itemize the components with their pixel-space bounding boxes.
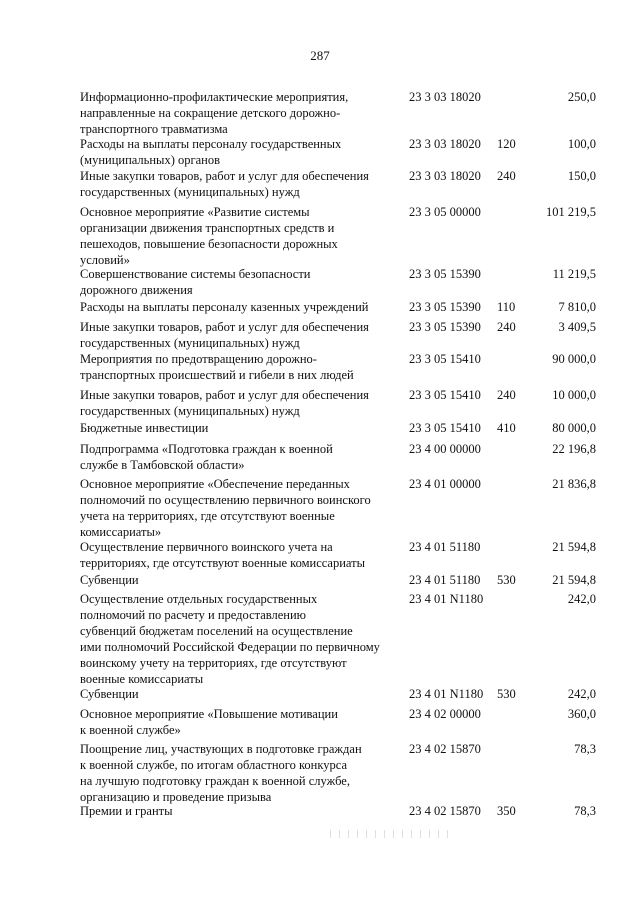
description-line: Иные закупки товаров, работ и услуг для обеспечения: [80, 169, 369, 183]
description-line: условий»: [80, 253, 130, 267]
row-description: [80, 168, 400, 200]
description-line: Иные закупки товаров, работ и услуг для обеспечения: [80, 320, 369, 334]
amount: 21 594,8: [552, 573, 596, 587]
description-line: организации движения транспортных средств и: [80, 221, 335, 235]
target-article-code: 23 4 01 N1180: [409, 687, 484, 701]
row-description: [80, 266, 400, 298]
amount: 10 000,0: [552, 388, 596, 402]
target-article-code: 23 3 03 18020: [409, 90, 481, 104]
target-article-code: 23 4 00 00000: [409, 442, 481, 456]
description-line: субвенций бюджетам поселений на осуществление: [80, 624, 353, 638]
description-line: Поощрение лиц, участвующих в подготовке граждан: [80, 742, 362, 756]
target-article-code: 23 3 05 15410: [409, 421, 481, 435]
amount: 150,0: [567, 169, 596, 183]
target-article-code: 23 4 01 51180: [409, 573, 481, 587]
amount: 80 000,0: [552, 421, 596, 435]
amount: 21 594,8: [552, 540, 596, 554]
description-line: пешеходов, повышение безопасности дорожных: [80, 237, 338, 251]
description-line: полномочий по расчету и предоставлению: [80, 608, 307, 622]
target-article-code: 23 3 05 15390: [409, 300, 481, 314]
description-line: учета на территориях, где отсутствуют военные: [80, 509, 335, 523]
scan-noise: [330, 830, 450, 838]
target-article-code: 23 4 02 15870: [409, 804, 481, 818]
page-number: 287: [310, 48, 330, 63]
row-description: [80, 387, 400, 419]
description-line: Расходы на выплаты персоналу казенных учреждений: [80, 300, 369, 314]
description-line: Субвенции: [80, 687, 139, 701]
description-line: Премии и гранты: [80, 804, 173, 818]
row-description: [80, 319, 400, 351]
amount: 242,0: [567, 592, 596, 606]
row-description: [80, 476, 400, 540]
description-line: службе в Тамбовской области»: [80, 458, 245, 472]
description-line: транспортных происшествий и гибели в них людей: [80, 368, 354, 382]
description-line: Осуществление первичного воинского учета на: [80, 540, 333, 554]
description-line: Подпрограмма «Подготовка граждан к военной: [80, 442, 333, 456]
description-line: (муниципальных) органов: [80, 153, 221, 167]
target-article-code: 23 3 03 18020: [409, 169, 481, 183]
description-line: государственных (муниципальных) нужд: [80, 185, 300, 199]
amount: 90 000,0: [552, 352, 596, 366]
row-description: [80, 351, 400, 383]
amount: 78,3: [574, 742, 596, 756]
amount: 78,3: [574, 804, 596, 818]
description-line: Расходы на выплаты персоналу государственных: [80, 137, 342, 151]
target-article-code: 23 3 05 15390: [409, 320, 481, 334]
description-line: государственных (муниципальных) нужд: [80, 336, 300, 350]
description-line: территориях, где отсутствуют военные комиссариаты: [80, 556, 366, 570]
expense-type-code: 530: [497, 687, 516, 701]
target-article-code: 23 3 05 15410: [409, 352, 481, 366]
description-line: Субвенции: [80, 573, 139, 587]
row-description: [80, 741, 400, 805]
description-line: Основное мероприятие «Повышение мотивации: [80, 707, 338, 721]
description-line: организацию и проведение призыва: [80, 790, 272, 804]
row-description: [80, 299, 400, 315]
description-line: на лучшую подготовку граждан к военной службе,: [80, 774, 350, 788]
amount: 101 219,5: [546, 205, 596, 219]
description-line: Совершенствование системы безопасности: [80, 267, 311, 281]
description-line: к военной службе, по итогам областного конкурса: [80, 758, 348, 772]
row-description: [80, 686, 400, 702]
description-line: воинскому учету на территориях, где отсутствуют: [80, 656, 347, 670]
amount: 360,0: [567, 707, 596, 721]
amount: 7 810,0: [558, 300, 596, 314]
expense-type-code: 240: [497, 388, 516, 402]
target-article-code: 23 4 01 N1180: [409, 592, 484, 606]
row-description: [80, 420, 400, 436]
description-line: ими полномочий Российской Федерации по первичному: [80, 640, 380, 654]
target-article-code: 23 4 01 51180: [409, 540, 481, 554]
target-article-code: 23 3 05 00000: [409, 205, 481, 219]
description-line: военные комиссариаты: [80, 672, 204, 686]
amount: 11 219,5: [552, 267, 596, 281]
expense-type-code: 240: [497, 320, 516, 334]
description-line: Основное мероприятие «Обеспечение переданных: [80, 477, 350, 491]
description-line: Основное мероприятие «Развитие системы: [80, 205, 310, 219]
description-line: Осуществление отдельных государственных: [80, 592, 318, 606]
target-article-code: 23 3 05 15410: [409, 388, 481, 402]
amount: 22 196,8: [552, 442, 596, 456]
description-line: Бюджетные инвестиции: [80, 421, 209, 435]
amount: 3 409,5: [558, 320, 596, 334]
row-description: [80, 706, 400, 738]
amount: 100,0: [567, 137, 596, 151]
expense-type-code: 240: [497, 169, 516, 183]
target-article-code: 23 3 03 18020: [409, 137, 481, 151]
expense-type-code: 530: [497, 573, 516, 587]
expense-type-code: 120: [497, 137, 516, 151]
description-line: полномочий по осуществлению первичного воинского: [80, 493, 371, 507]
row-description: [80, 136, 400, 168]
description-line: государственных (муниципальных) нужд: [80, 404, 300, 418]
expense-type-code: 410: [497, 421, 516, 435]
target-article-code: 23 4 02 00000: [409, 707, 481, 721]
description-line: комиссариаты»: [80, 525, 162, 539]
description-line: Информационно-профилактические мероприятия,: [80, 90, 349, 104]
row-description: [80, 89, 400, 137]
target-article-code: 23 4 02 15870: [409, 742, 481, 756]
description-line: Иные закупки товаров, работ и услуг для обеспечения: [80, 388, 369, 402]
description-line: дорожного движения: [80, 283, 193, 297]
target-article-code: 23 3 05 15390: [409, 267, 481, 281]
expense-type-code: 110: [497, 300, 516, 314]
description-line: направленные на сокращение детского дорожно-: [80, 106, 341, 120]
row-description: [80, 803, 400, 819]
amount: 21 836,8: [552, 477, 596, 491]
description-line: транспортного травматизма: [80, 122, 228, 136]
description-line: к военной службе»: [80, 723, 181, 737]
row-description: [80, 441, 400, 473]
amount: 242,0: [567, 687, 596, 701]
amount: 250,0: [567, 90, 596, 104]
row-description: [80, 204, 400, 268]
description-line: Мероприятия по предотвращению дорожно-: [80, 352, 317, 366]
row-description: [80, 572, 400, 588]
target-article-code: 23 4 01 00000: [409, 477, 481, 491]
row-description: [80, 539, 400, 571]
expense-type-code: 350: [497, 804, 516, 818]
row-description: [80, 591, 400, 687]
